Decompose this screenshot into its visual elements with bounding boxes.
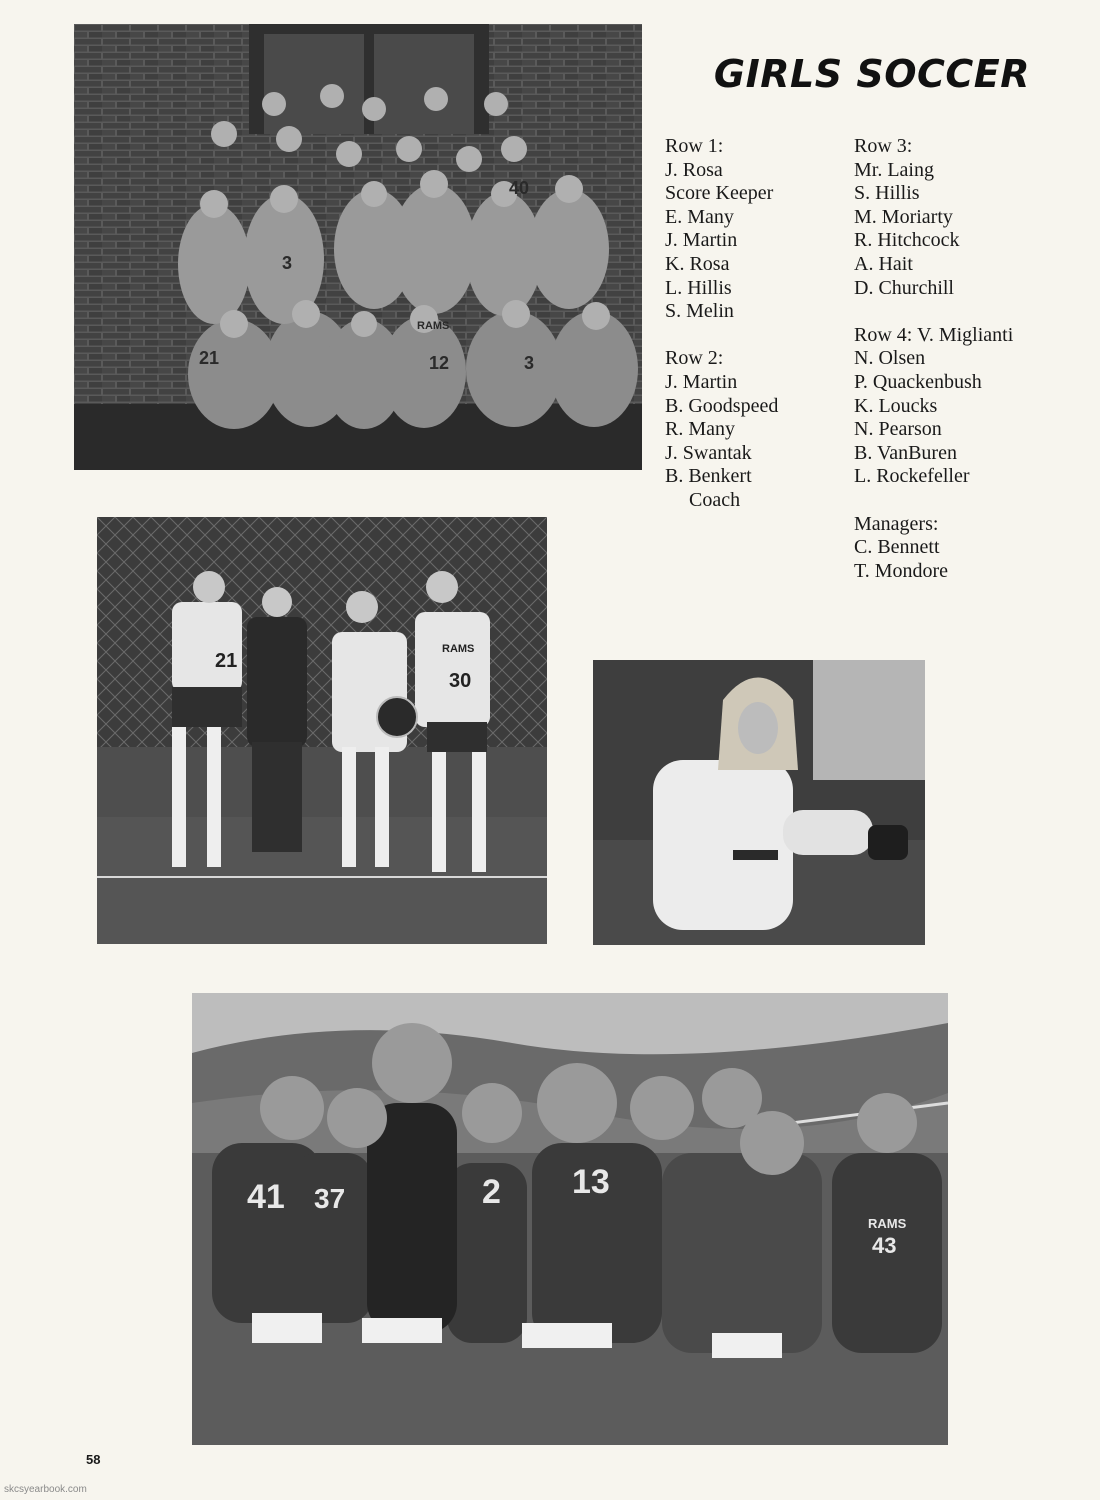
manager-name: T. Mondore: [854, 559, 949, 582]
page-title: GIRLS SOCCER: [713, 52, 1030, 96]
jersey-number: 21: [199, 348, 220, 368]
roster-heading: Row 4: V. Miglianti: [854, 323, 1014, 346]
jersey-number: 40: [509, 178, 530, 198]
jersey-number: 37: [314, 1183, 346, 1214]
roster-name: J. Martin: [665, 229, 738, 252]
managers-heading: Managers:: [854, 512, 939, 535]
jersey-number: 30: [449, 670, 472, 692]
team-photo-image: [74, 24, 642, 470]
roster-column-left: [665, 135, 778, 513]
roster-name: K. Loucks: [854, 394, 938, 417]
roster-name: Score Keeper: [665, 182, 774, 205]
roster-name: B. Goodspeed: [665, 394, 779, 417]
roster-name: E. Many: [665, 205, 734, 228]
roster-column-right: [854, 135, 1013, 583]
jersey-number: 21: [215, 650, 238, 672]
jersey-number: 13: [572, 1163, 610, 1201]
roster-name: D. Churchill: [854, 276, 954, 299]
roster-name: B. VanBuren: [854, 441, 957, 464]
fence-photo-image: [97, 517, 547, 944]
huddle-photo: [192, 993, 948, 1445]
roster-name: J. Swantak: [665, 441, 752, 464]
roster-name: A. Hait: [854, 252, 913, 275]
roster-name: L. Hillis: [665, 276, 732, 299]
roster-name: M. Moriarty: [854, 205, 953, 228]
roster-name: Mr. Laing: [854, 158, 934, 181]
jersey-number: 3: [282, 253, 293, 273]
roster-name: S. Hillis: [854, 182, 920, 205]
jersey-text: RAMS: [442, 643, 475, 655]
roster-name: K. Rosa: [665, 252, 730, 275]
team-photo: [74, 24, 642, 470]
roster-name: Coach: [689, 488, 741, 511]
watermark: skcsyearbook.com: [4, 1484, 87, 1495]
roster-name: L. Rockefeller: [854, 465, 970, 488]
jersey-number: 12: [429, 353, 450, 373]
fence-photo: [97, 517, 547, 944]
roster-name: P. Quackenbush: [854, 370, 982, 393]
roster-heading: Row 3:: [854, 135, 913, 157]
jersey-number: 41: [247, 1178, 285, 1216]
roster-name: J. Rosa: [665, 158, 723, 181]
roster-heading: Row 2:: [665, 347, 724, 370]
roster-name: R. Hitchcock: [854, 229, 960, 252]
roster-name: N. Pearson: [854, 418, 942, 441]
roster-name: R. Many: [665, 418, 735, 441]
roster-heading: Row 1:: [665, 135, 724, 157]
roster-name: N. Olsen: [854, 347, 926, 370]
jersey-text: RAMS: [868, 1216, 907, 1231]
jersey-text: RAMS: [417, 320, 450, 332]
roster-name: S. Melin: [665, 300, 734, 323]
jersey-number: 43: [872, 1233, 897, 1258]
player-photo-image: [593, 660, 925, 945]
jersey-number: 2: [482, 1173, 501, 1211]
jersey-number: 3: [524, 353, 535, 373]
page-number: 58: [86, 1452, 101, 1467]
huddle-photo-image: [192, 993, 948, 1445]
player-photo: [593, 660, 925, 945]
manager-name: C. Bennett: [854, 536, 940, 559]
roster-name: J. Martin: [665, 370, 738, 393]
roster-name: B. Benkert: [665, 465, 752, 488]
